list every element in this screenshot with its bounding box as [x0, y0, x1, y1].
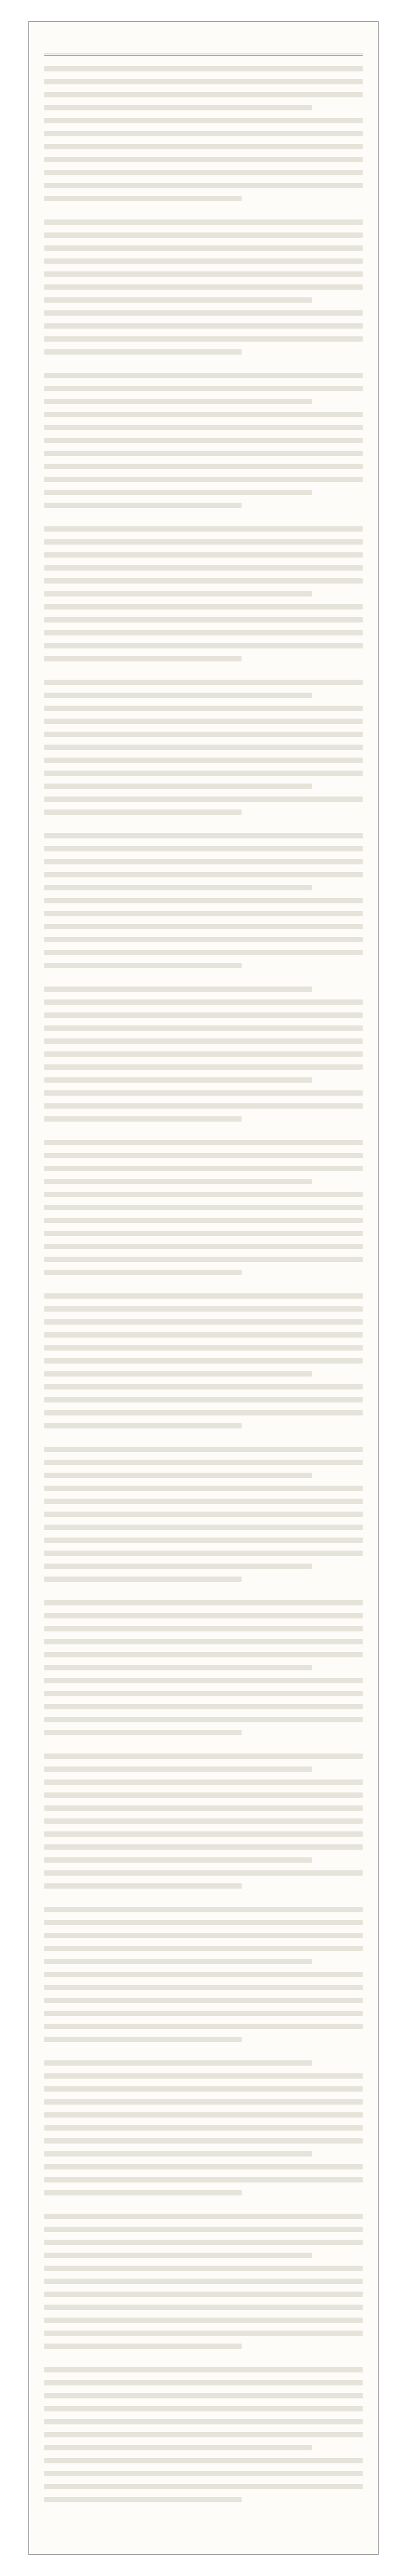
paragraph-gap — [44, 1589, 363, 1600]
text-line-placeholder — [44, 144, 363, 149]
text-line-placeholder — [44, 1231, 363, 1236]
text-line-placeholder — [44, 1423, 242, 1428]
text-line-placeholder — [44, 1678, 363, 1683]
text-line-placeholder — [44, 1153, 363, 1158]
text-line-placeholder — [44, 2471, 363, 2476]
text-line-placeholder — [44, 245, 363, 251]
text-line-placeholder — [44, 1907, 363, 1912]
text-line-placeholder — [44, 1257, 363, 1262]
text-line-placeholder — [44, 898, 363, 903]
paragraph-gap — [44, 1436, 363, 1447]
text-line-placeholder — [44, 157, 363, 162]
text-line-placeholder — [44, 1613, 363, 1618]
text-line-placeholder — [44, 706, 363, 711]
text-line-placeholder — [44, 963, 242, 968]
text-line-placeholder — [44, 2367, 363, 2372]
text-line-placeholder — [44, 66, 363, 71]
text-line-placeholder — [44, 987, 312, 992]
text-line-placeholder — [44, 2125, 363, 2131]
paragraph-gap — [44, 976, 363, 987]
text-line-placeholder — [44, 2318, 363, 2323]
text-line-placeholder — [44, 79, 363, 84]
text-line-placeholder — [44, 1792, 363, 1798]
text-line-placeholder — [44, 1447, 363, 1452]
paragraph-gap — [44, 2357, 363, 2367]
text-line-placeholder — [44, 1473, 312, 1478]
text-line-placeholder — [44, 1946, 363, 1951]
text-line-placeholder — [44, 2253, 312, 2258]
text-line-placeholder — [44, 451, 363, 456]
text-line-placeholder — [44, 2240, 363, 2245]
text-line-placeholder — [44, 386, 363, 391]
text-line-placeholder — [44, 2099, 363, 2105]
text-line-placeholder — [44, 297, 312, 303]
text-line-placeholder — [44, 771, 363, 776]
text-line-placeholder — [44, 1270, 242, 1275]
text-line-placeholder — [44, 604, 363, 609]
text-line-placeholder — [44, 784, 312, 789]
text-line-placeholder — [44, 526, 363, 532]
text-line-placeholder — [44, 1805, 363, 1811]
text-line-placeholder — [44, 1051, 363, 1057]
text-block-placeholder — [44, 66, 363, 2521]
text-line-placeholder — [44, 2380, 363, 2385]
text-line-placeholder — [44, 258, 363, 264]
text-line-placeholder — [44, 1166, 363, 1171]
text-line-placeholder — [44, 219, 363, 225]
text-line-placeholder — [44, 1831, 363, 1837]
text-line-placeholder — [44, 565, 363, 571]
text-line-placeholder — [44, 1525, 363, 1530]
text-line-placeholder — [44, 924, 363, 929]
headline-rule — [44, 54, 363, 55]
text-line-placeholder — [44, 2073, 363, 2079]
text-line-placeholder — [44, 797, 363, 802]
text-line-placeholder — [44, 1205, 363, 1210]
text-line-placeholder — [44, 1025, 363, 1031]
text-line-placeholder — [44, 1486, 363, 1491]
text-line-placeholder — [44, 578, 363, 584]
text-line-placeholder — [44, 2060, 312, 2066]
text-line-placeholder — [44, 2279, 363, 2284]
text-line-placeholder — [44, 349, 242, 355]
text-line-placeholder — [44, 1538, 363, 1543]
text-line-placeholder — [44, 1857, 312, 1863]
text-line-placeholder — [44, 1140, 363, 1145]
text-line-placeholder — [44, 1626, 363, 1631]
text-line-placeholder — [44, 1293, 363, 1299]
paragraph-gap — [44, 1743, 363, 1754]
text-line-placeholder — [44, 2151, 312, 2157]
text-line-placeholder — [44, 680, 363, 685]
text-line-placeholder — [44, 732, 363, 737]
text-line-placeholder — [44, 1730, 242, 1735]
text-line-placeholder — [44, 719, 363, 724]
text-line-placeholder — [44, 1639, 363, 1644]
text-line-placeholder — [44, 1012, 363, 1018]
text-line-placeholder — [44, 1332, 363, 1338]
text-line-placeholder — [44, 1691, 363, 1696]
paragraph-gap — [44, 209, 363, 219]
text-line-placeholder — [44, 1218, 363, 1223]
text-line-placeholder — [44, 2190, 242, 2195]
text-line-placeholder — [44, 539, 363, 545]
text-line-placeholder — [44, 1397, 363, 1402]
text-line-placeholder — [44, 846, 363, 851]
text-line-placeholder — [44, 183, 363, 188]
text-line-placeholder — [44, 1244, 363, 1249]
newspaper-clipping — [28, 21, 379, 2555]
paragraph-gap — [44, 1129, 363, 1140]
text-line-placeholder — [44, 2458, 363, 2463]
text-line-placeholder — [44, 859, 363, 864]
text-line-placeholder — [44, 2086, 363, 2092]
text-line-placeholder — [44, 1077, 312, 1083]
text-line-placeholder — [44, 2266, 363, 2271]
text-line-placeholder — [44, 503, 242, 508]
text-line-placeholder — [44, 1818, 363, 1824]
text-line-placeholder — [44, 2227, 363, 2232]
text-line-placeholder — [44, 630, 363, 635]
text-line-placeholder — [44, 1767, 312, 1772]
text-line-placeholder — [44, 1920, 363, 1925]
text-line-placeholder — [44, 1192, 363, 1197]
text-line-placeholder — [44, 1998, 363, 2003]
text-line-placeholder — [44, 310, 363, 316]
text-line-placeholder — [44, 2445, 312, 2450]
text-line-placeholder — [44, 2497, 242, 2502]
text-line-placeholder — [44, 1577, 242, 1582]
text-line-placeholder — [44, 1064, 363, 1070]
paragraph-gap — [44, 2050, 363, 2060]
text-line-placeholder — [44, 1512, 363, 1517]
text-line-placeholder — [44, 885, 312, 890]
paragraph-gap — [44, 516, 363, 526]
text-line-placeholder — [44, 591, 312, 597]
text-line-placeholder — [44, 617, 363, 622]
text-line-placeholder — [44, 336, 363, 342]
text-line-placeholder — [44, 937, 363, 942]
text-line-placeholder — [44, 1179, 312, 1184]
headline — [44, 38, 363, 39]
text-line-placeholder — [44, 373, 363, 378]
text-line-placeholder — [44, 1371, 312, 1377]
text-line-placeholder — [44, 1883, 242, 1889]
text-line-placeholder — [44, 323, 363, 329]
text-line-placeholder — [44, 745, 363, 750]
text-line-placeholder — [44, 950, 363, 955]
paragraph-gap — [44, 1896, 363, 1907]
text-line-placeholder — [44, 2305, 363, 2310]
text-line-placeholder — [44, 2292, 363, 2297]
text-line-placeholder — [44, 2024, 363, 2029]
article-body — [44, 64, 363, 2521]
text-line-placeholder — [44, 170, 363, 175]
text-line-placeholder — [44, 412, 363, 417]
paragraph-gap — [44, 669, 363, 680]
text-line-placeholder — [44, 284, 363, 290]
text-line-placeholder — [44, 1116, 242, 1122]
text-line-placeholder — [44, 693, 312, 698]
text-line-placeholder — [44, 477, 363, 482]
text-line-placeholder — [44, 2331, 363, 2336]
text-line-placeholder — [44, 2419, 363, 2424]
text-line-placeholder — [44, 1384, 363, 1389]
text-line-placeholder — [44, 1972, 363, 1977]
text-line-placeholder — [44, 1345, 363, 1351]
text-line-placeholder — [44, 92, 363, 97]
text-line-placeholder — [44, 2484, 363, 2489]
text-line-placeholder — [44, 999, 363, 1005]
text-line-placeholder — [44, 131, 363, 136]
text-line-placeholder — [44, 552, 363, 558]
text-line-placeholder — [44, 1319, 363, 1325]
text-line-placeholder — [44, 1844, 363, 1850]
text-line-placeholder — [44, 2177, 363, 2182]
text-line-placeholder — [44, 1358, 363, 1364]
text-line-placeholder — [44, 271, 363, 277]
text-line-placeholder — [44, 105, 312, 110]
text-line-placeholder — [44, 872, 363, 877]
text-line-placeholder — [44, 2138, 363, 2144]
text-line-placeholder — [44, 425, 363, 430]
text-line-placeholder — [44, 438, 363, 443]
paragraph-gap — [44, 2510, 363, 2521]
text-line-placeholder — [44, 1933, 363, 1938]
text-line-placeholder — [44, 2164, 363, 2169]
text-line-placeholder — [44, 1306, 363, 1312]
text-line-placeholder — [44, 656, 242, 661]
text-line-placeholder — [44, 2011, 363, 2016]
paragraph-gap — [44, 822, 363, 833]
paragraph-gap — [44, 2203, 363, 2214]
text-line-placeholder — [44, 490, 312, 495]
text-line-placeholder — [44, 1665, 312, 1670]
text-line-placeholder — [44, 1717, 363, 1722]
paragraph-gap — [44, 362, 363, 373]
text-line-placeholder — [44, 1460, 363, 1465]
text-line-placeholder — [44, 2344, 242, 2349]
text-line-placeholder — [44, 1870, 363, 1876]
text-line-placeholder — [44, 911, 363, 916]
paragraph-gap — [44, 1283, 363, 1293]
text-line-placeholder — [44, 2037, 242, 2042]
text-line-placeholder — [44, 1038, 363, 1044]
text-line-placeholder — [44, 1564, 312, 1569]
text-line-placeholder — [44, 758, 363, 763]
text-line-placeholder — [44, 833, 363, 838]
text-line-placeholder — [44, 1499, 363, 1504]
text-line-placeholder — [44, 2406, 363, 2411]
text-line-placeholder — [44, 1704, 363, 1709]
text-line-placeholder — [44, 464, 363, 469]
text-line-placeholder — [44, 1754, 363, 1759]
text-line-placeholder — [44, 1551, 363, 1556]
text-line-placeholder — [44, 2214, 363, 2219]
text-line-placeholder — [44, 2112, 363, 2118]
text-line-placeholder — [44, 1959, 312, 1964]
text-line-placeholder — [44, 1410, 363, 1415]
text-line-placeholder — [44, 1090, 363, 1096]
text-line-placeholder — [44, 399, 312, 404]
text-line-placeholder — [44, 2393, 363, 2398]
text-line-placeholder — [44, 1652, 363, 1657]
text-line-placeholder — [44, 196, 242, 201]
text-line-placeholder — [44, 1600, 363, 1605]
text-line-placeholder — [44, 1779, 363, 1785]
text-line-placeholder — [44, 2432, 363, 2437]
text-line-placeholder — [44, 1103, 363, 1109]
text-line-placeholder — [44, 1985, 363, 1990]
text-line-placeholder — [44, 643, 363, 648]
text-line-placeholder — [44, 809, 242, 815]
text-line-placeholder — [44, 232, 363, 238]
text-line-placeholder — [44, 118, 363, 123]
